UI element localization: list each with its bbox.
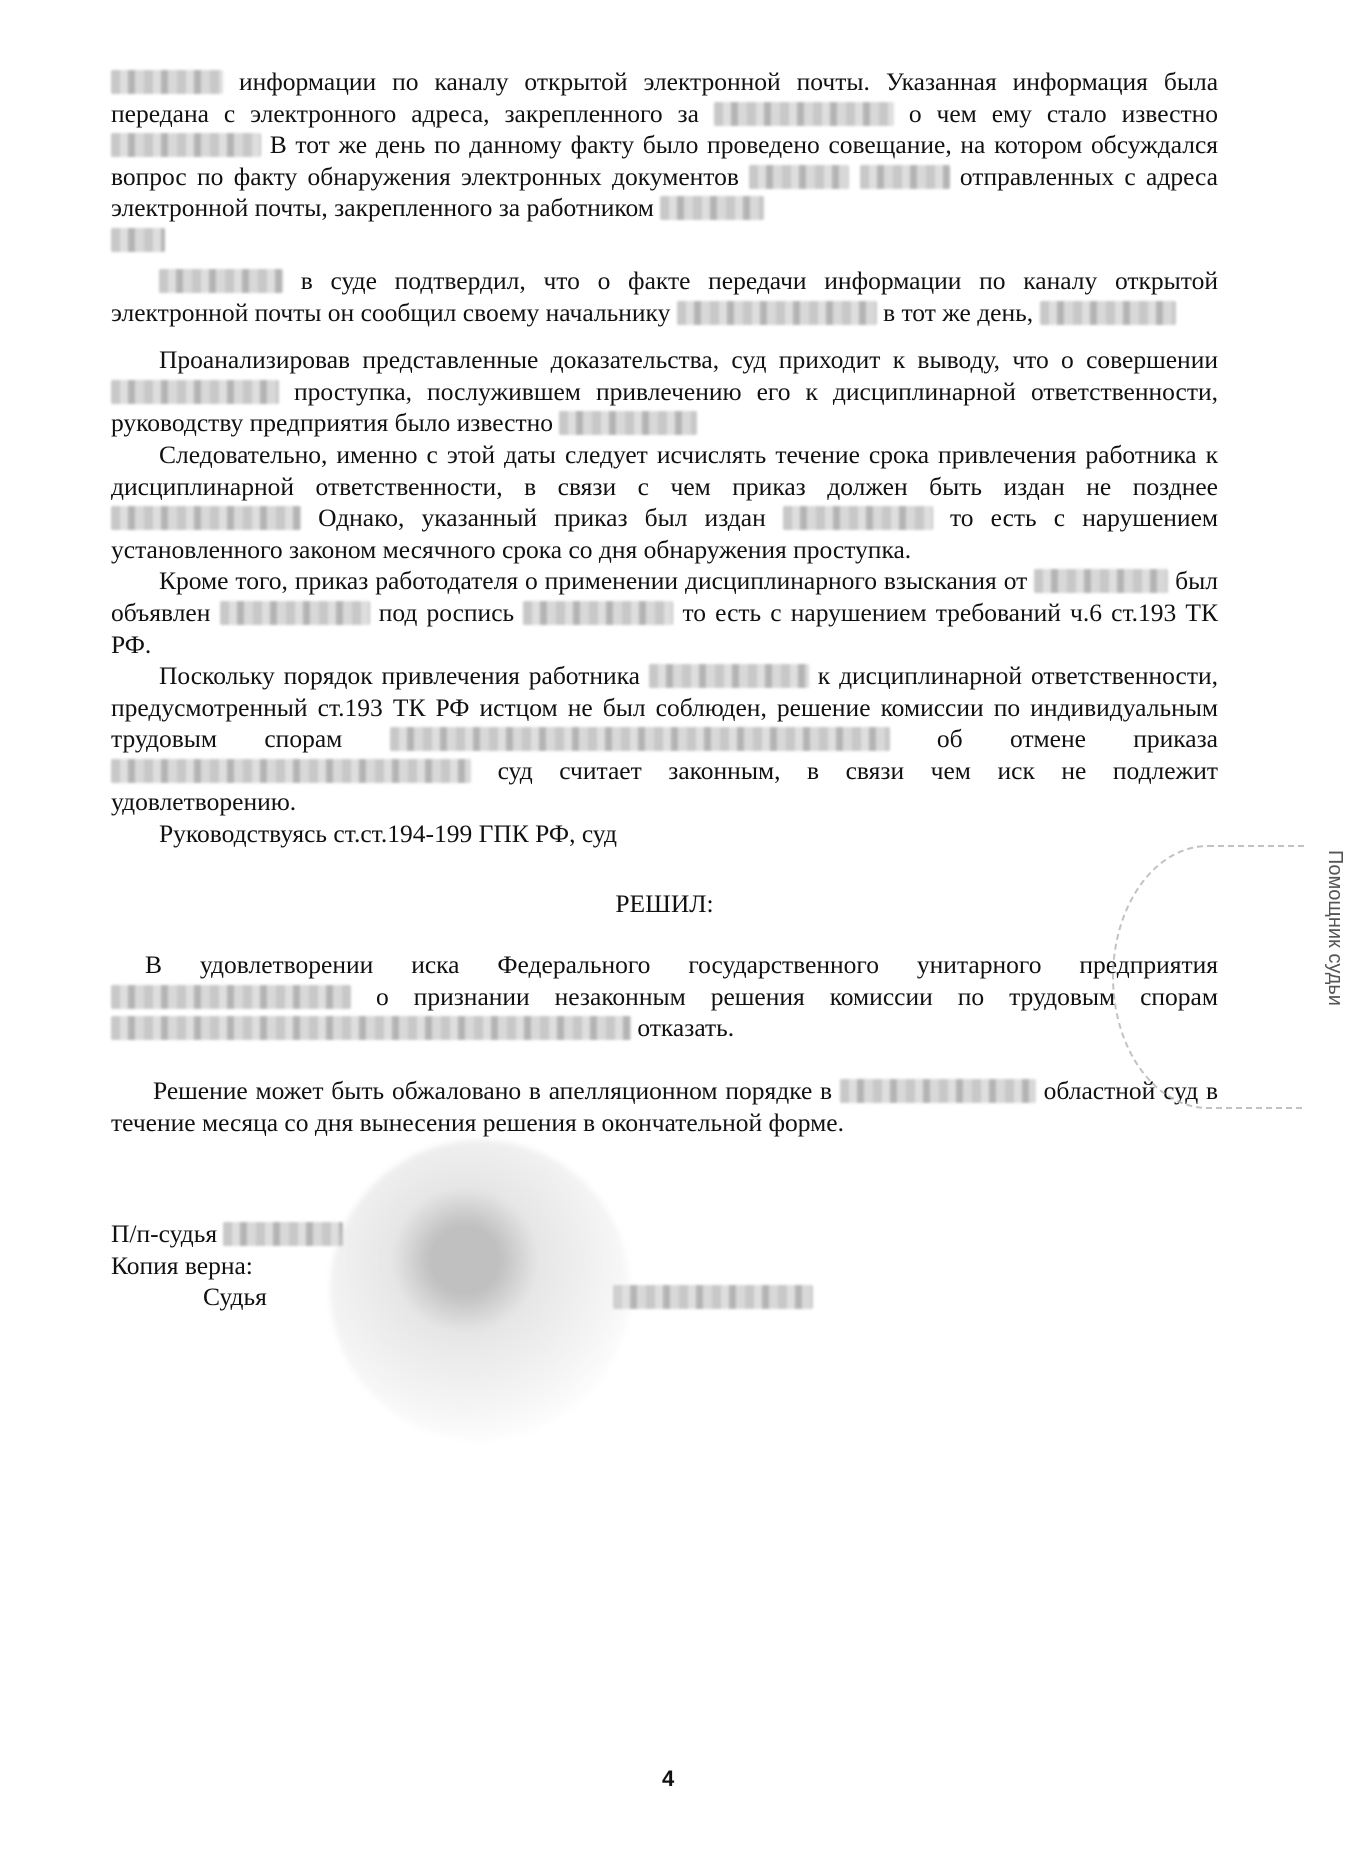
- redacted-text: [783, 506, 933, 530]
- para6-text-1: Поскольку порядок привлечения работника: [159, 661, 640, 691]
- para9-text-2: областной суд в течение месяца со дня вынесения решения в окончательной форме.: [111, 1076, 1218, 1137]
- paragraph-6: [111, 660, 1218, 818]
- seal-text: Помощник судьи: [1324, 850, 1346, 1006]
- para4-text-1: Следовательно, именно с этой даты следует исчислять течение срока привлечения работника к дисциплинарной ответственности, в связи с чем приказ должен быть издан не позднее: [111, 439, 1218, 501]
- redacted-text: [111, 759, 471, 783]
- redacted-text: [840, 1079, 1036, 1103]
- spacer: [111, 1044, 1218, 1075]
- redacted-text: [1040, 301, 1176, 325]
- para9-text-1: Решение может быть обжаловано в апелляционном порядке в: [153, 1076, 833, 1106]
- redacted-text: [111, 985, 351, 1009]
- para6-text-4: суд считает законным, в связи чем иск не подлежит удовлетворению.: [111, 755, 1219, 817]
- redacted-text: [613, 1285, 813, 1309]
- seal-partial: [1112, 845, 1304, 1109]
- paragraph-9: [111, 1075, 1218, 1138]
- para8-text-1: В удовлетворении иска Федерального государственного унитарного предприятия: [145, 950, 1218, 980]
- paragraph-1: [111, 66, 1218, 224]
- para6-text-3: об отмене приказа: [936, 724, 1218, 754]
- paragraph-2: [111, 265, 1218, 328]
- paragraph-4: [111, 439, 1218, 565]
- paragraph-5: [111, 565, 1218, 660]
- para4-text-3: то есть с нарушением установленного законом месячного срока со дня обнаружения проступка.: [111, 503, 1219, 564]
- redacted-text: [860, 165, 950, 189]
- redacted-text: [111, 133, 261, 157]
- redacted-text: [660, 196, 764, 220]
- redacted-text: [159, 269, 283, 293]
- para3-text-2: проступка, послужившем привлечению его к дисциплинарной ответственности, руководству предприятия было известно: [111, 376, 1219, 438]
- redacted-text: [111, 228, 165, 252]
- redacted-text: [1034, 569, 1168, 593]
- copy-certified-label: Копия верна:: [111, 1250, 253, 1280]
- para1-text-4: отправленных с адреса электронной почты, закрепленного за работником: [111, 161, 1218, 223]
- para8-text-2: о признании незаконным решения комиссии по трудовым спорам: [375, 981, 1219, 1011]
- para4-text-2: Однако, указанный приказ был издан: [318, 503, 766, 533]
- redacted-text: [111, 70, 223, 94]
- redacted-text: [749, 165, 849, 189]
- para5-text-2: был объявлен: [111, 566, 1218, 627]
- redacted-text: [111, 1016, 631, 1040]
- para6-text-2: к дисциплинарной ответственности, предусмотренный ст.193 ТК РФ истцом не был соблюден, решение комиссии по индивидуальным трудовым спорам: [111, 661, 1219, 754]
- para3-text-1: Проанализировав представленные доказательства, суд приходит к выводу, что о совершении: [159, 345, 1218, 375]
- para2-text-1: в суде подтвердил, что о факте передачи информации по каналу открытой электронной почты он сообщил своему начальнику: [111, 265, 1219, 327]
- redacted-text: [223, 1222, 343, 1246]
- redacted-text: [111, 380, 279, 404]
- page-number: 4: [662, 1766, 675, 1791]
- para2-text-2: в тот же день,: [883, 297, 1034, 327]
- redacted-text: [677, 301, 877, 325]
- paragraph-7: Руководствуясь ст.ст.194-199 ГПК РФ, суд: [159, 819, 617, 849]
- redacted-text: [111, 506, 301, 530]
- para5-text-1: Кроме того, приказ работодателя о применении дисциплинарного взыскания от: [159, 566, 1028, 596]
- redacted-text: [390, 727, 890, 751]
- paragraph-8: [111, 949, 1218, 1044]
- redacted-text: [559, 411, 697, 435]
- para1-text-2: о чем ему стало известно: [908, 98, 1219, 128]
- para5-text-3: под роспись: [378, 597, 515, 627]
- redacted-text: [523, 601, 673, 625]
- decision-heading: РЕШИЛ:: [615, 888, 714, 918]
- para1-text-3: В тот же день по данному факту было проведено совещание, на котором обсуждался вопрос по факту обнаружения электронных документов: [111, 130, 1219, 191]
- redacted-text: [220, 601, 370, 625]
- court-stamp: [330, 1140, 630, 1440]
- para5-text-4: то есть с нарушением требований ч.6 ст.193 ТК РФ.: [111, 597, 1219, 659]
- para8-text-3: отказать.: [637, 1013, 735, 1043]
- redacted-text: [714, 102, 894, 126]
- paragraph-3: [111, 344, 1218, 439]
- spacer: [111, 234, 1218, 265]
- document-body: [111, 66, 1218, 1138]
- judge-label: Судья: [203, 1282, 267, 1312]
- para1-text-1: информации по каналу открытой электронной почты. Указанная информация была передана с электронного адреса, закрепленного за: [111, 67, 1219, 128]
- redacted-text: [649, 664, 809, 688]
- signature-label: П/п-судья: [111, 1219, 218, 1248]
